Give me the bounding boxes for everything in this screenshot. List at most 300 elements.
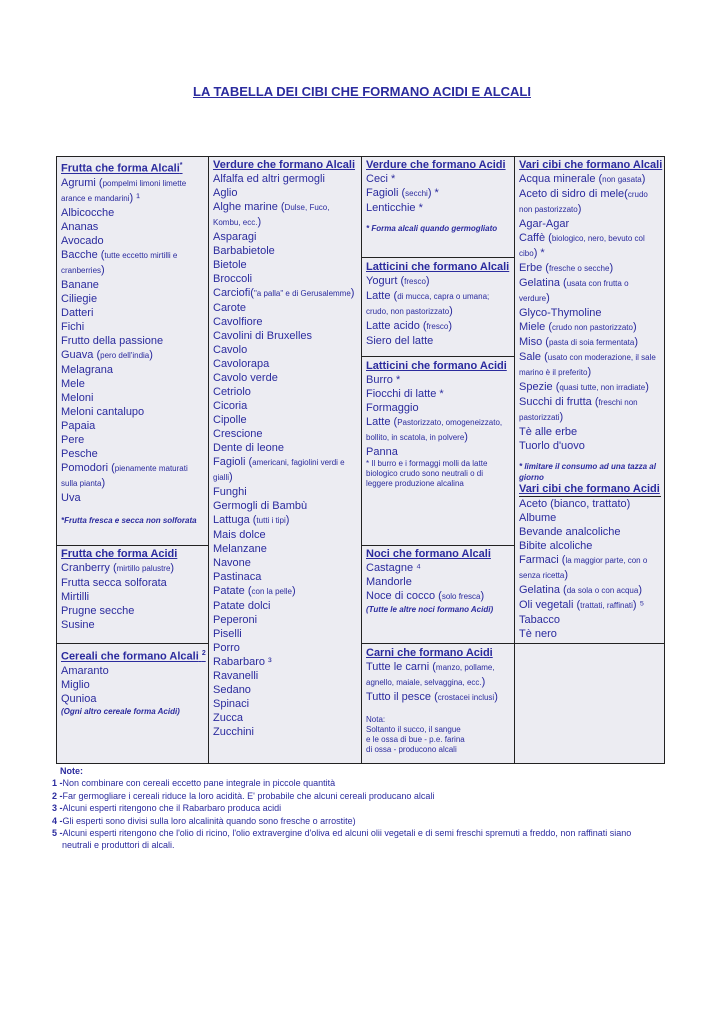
food-item-name: Aglio	[213, 187, 238, 199]
food-item-suffix: )	[641, 173, 646, 185]
food-item-suffix: )	[564, 569, 569, 581]
section-note: * Forma alcali quando germogliato	[366, 224, 498, 233]
food-item	[213, 542, 358, 556]
food-item-name: Mais dolce	[213, 529, 266, 541]
food-item	[519, 425, 661, 439]
food-item-detail: pasta di soia fermentata	[548, 338, 635, 347]
section-dairy-acid	[366, 360, 511, 489]
food-item-name: Cavolo verde	[213, 372, 278, 384]
food-list	[366, 561, 511, 604]
food-item-name: Caffè (	[519, 232, 552, 244]
food-item	[519, 598, 661, 613]
food-item-detail: fresche o secche	[548, 264, 610, 273]
food-item-name: Bevande analcoliche	[519, 526, 621, 538]
food-item	[61, 176, 205, 206]
food-item	[61, 447, 205, 461]
food-item	[213, 485, 358, 499]
page-title: LA TABELLA DEI CIBI CHE FORMANO ACIDI E ALCALI	[193, 84, 531, 99]
food-item	[519, 553, 661, 583]
food-item	[61, 664, 205, 678]
food-item	[519, 261, 661, 276]
section-header: Verdure che formano Alcali	[213, 159, 356, 171]
food-item-name: Ciliegie	[61, 292, 98, 305]
food-item	[213, 711, 358, 725]
food-item-name: Latte (	[366, 290, 398, 302]
food-item	[61, 419, 205, 433]
food-item	[213, 513, 358, 528]
food-item-suffix: )	[559, 411, 564, 423]
food-item	[213, 641, 358, 655]
food-item-name: Peperoni	[213, 614, 258, 626]
food-item-name: Piselli	[213, 628, 242, 640]
footnotes-title: Note:	[60, 766, 83, 776]
food-item-suffix: ) *	[427, 187, 439, 199]
food-item	[366, 415, 511, 445]
section-header: Carni che formano Acidi	[366, 647, 493, 659]
food-item	[213, 584, 358, 599]
food-item-suffix: )	[638, 584, 642, 596]
food-item-name: Meloni cantalupo	[61, 405, 145, 418]
food-item	[366, 561, 511, 575]
food-item	[61, 692, 205, 706]
section-header: Frutta che forma Alcali*	[61, 162, 183, 175]
food-item-detail: usato con moderazione, il sale marino è il preferito	[519, 353, 656, 377]
section-note: *Frutta fresca e secca non solforata	[61, 515, 197, 525]
food-item-detail: secchi	[405, 189, 428, 198]
food-item	[61, 348, 205, 363]
food-item-name: Cavolorapa	[213, 358, 270, 370]
food-item	[213, 528, 358, 542]
food-item	[366, 172, 511, 186]
food-item-suffix: )	[425, 275, 430, 287]
food-item-name: Ceci *	[366, 173, 396, 185]
section-note: (Ogni altro cereale forma Acidi)	[61, 706, 180, 716]
food-item	[213, 329, 358, 343]
food-item	[213, 385, 358, 399]
food-item-detail: crudo non pastorizzato	[519, 190, 648, 214]
meat-note-title: Nota:	[366, 715, 386, 724]
food-item-suffix: )	[464, 431, 468, 443]
food-item	[519, 231, 661, 261]
section-note: * limitare il consumo ad una tazza al giorno	[519, 462, 656, 482]
food-item-suffix: )	[480, 590, 485, 602]
footnote-item: 4 -Gli esperti sono divisi sulla loro alcalinità quando sono fresche o arrostite)	[52, 815, 356, 826]
food-item-name: Navone	[213, 557, 251, 569]
section-dairy-alkaline	[366, 261, 511, 348]
section-misc-acid	[519, 483, 661, 641]
food-item-name: Dente di leone	[213, 442, 284, 454]
food-item	[519, 187, 661, 217]
food-item-name: Fagioli (	[366, 187, 406, 199]
food-item-name: Miglio	[61, 678, 90, 691]
food-item-suffix: )	[494, 691, 498, 703]
food-item	[519, 350, 661, 380]
food-item-name: Avocado	[61, 234, 104, 247]
food-list	[213, 172, 358, 739]
food-item-name: Panna	[366, 446, 398, 458]
food-item	[61, 292, 205, 306]
food-item	[61, 220, 205, 234]
food-item	[61, 306, 205, 320]
food-item-detail: pienamente maturati sulla pianta	[61, 463, 188, 488]
food-item-name: Latte (	[366, 416, 398, 428]
food-item-name: Carote	[213, 302, 247, 314]
food-item-name: Tè nero	[519, 628, 557, 640]
column-fruit-cereals	[57, 157, 208, 763]
food-item	[213, 200, 358, 230]
divider	[362, 643, 514, 644]
food-item	[213, 230, 358, 244]
food-list	[61, 176, 205, 505]
section-fruit-acid	[61, 548, 205, 632]
food-item-suffix: )	[634, 336, 639, 348]
food-table	[56, 156, 665, 764]
food-item-name: Fiocchi di latte *	[366, 388, 444, 400]
section-header: Latticini che formano Alcali	[366, 261, 510, 273]
section-header: Verdure che formano Acidi	[366, 159, 506, 171]
food-item-detail: tutte eccetto mirtilli e cranberries	[61, 250, 178, 275]
food-item	[61, 248, 205, 278]
food-item	[61, 678, 205, 692]
food-item	[519, 380, 661, 395]
food-item-name: Spezie (	[519, 381, 560, 393]
food-item-name: Barbabietole	[213, 245, 275, 257]
food-item	[213, 613, 358, 627]
footnote-item: 1 -Non combinare con cereali eccetto pane integrale in piccole quantità	[52, 778, 336, 789]
food-item-name: Succhi di frutta (	[519, 396, 599, 408]
food-item-suffix: )	[449, 305, 453, 317]
food-item-name: Gelatina (	[519, 584, 567, 596]
food-item-name: Formaggio	[366, 402, 419, 414]
food-item-suffix: ) *	[533, 247, 545, 259]
food-item	[213, 627, 358, 641]
food-item-name: Amaranto	[61, 664, 109, 677]
food-item-name: Zucchini	[213, 726, 254, 738]
food-item	[213, 371, 358, 385]
meat-note-line: di ossa - producono alcali	[366, 745, 457, 754]
food-item	[61, 363, 205, 377]
food-item-suffix: )	[645, 381, 649, 393]
section-note: * Il burro e i formaggi molli da latte biologico crudo sono neutrali o di leggere produzione alcalina	[366, 459, 488, 488]
food-item-name: Farmaci (	[519, 554, 566, 566]
food-item-suffix: )	[292, 585, 296, 597]
food-item-name: Ananas	[61, 220, 99, 233]
food-item	[61, 278, 205, 292]
divider	[57, 643, 208, 644]
food-item-name: Mandorle	[366, 576, 412, 588]
food-item	[61, 590, 205, 604]
food-item-detail: solo fresca	[441, 592, 481, 601]
food-item-name: Banane	[61, 278, 99, 291]
food-item-name: Qunioa	[61, 692, 97, 705]
food-item-suffix: )	[481, 676, 486, 688]
food-item-name: Cranberry (	[61, 562, 117, 574]
food-item-name: Sedano	[213, 684, 251, 696]
food-item-detail: crudo non pastorizzato	[552, 323, 633, 332]
food-item-detail: americani, fagiolini verdi e gialli	[213, 458, 345, 482]
food-item	[213, 427, 358, 441]
food-item-name: Susine	[61, 619, 95, 631]
food-list	[519, 497, 661, 641]
food-item-name: Lattuga (	[213, 514, 257, 526]
food-item-suffix: ) ⁵	[632, 599, 645, 611]
food-item	[213, 441, 358, 455]
food-item-name: Pomodori (	[61, 461, 115, 474]
food-item-name: Acqua minerale (	[519, 173, 603, 185]
food-item-name: Frutta secca solforata	[61, 577, 167, 589]
divider	[57, 545, 208, 546]
food-item-name: Melagrana	[61, 363, 113, 376]
divider	[362, 356, 514, 357]
footnotes	[52, 765, 660, 852]
food-item-name: Bacche (	[61, 248, 105, 261]
food-item-name: Oli vegetali (	[519, 599, 581, 611]
column-vegetables-alkaline	[208, 157, 361, 763]
food-item	[61, 234, 205, 248]
food-item	[213, 343, 358, 357]
food-item-name: Pesche	[61, 447, 98, 460]
food-item-name: Ravanelli	[213, 670, 259, 682]
food-item-suffix: )	[448, 320, 453, 332]
food-item	[61, 334, 205, 348]
food-item-name: Patate (	[213, 585, 252, 597]
food-item-name: Crescione	[213, 428, 263, 440]
food-item	[61, 320, 205, 334]
food-list	[366, 660, 511, 705]
food-item-suffix: )	[149, 348, 153, 361]
food-item-suffix: ) ¹	[129, 191, 140, 204]
section-nuts-alkaline	[366, 548, 511, 615]
food-item-suffix: )	[229, 471, 233, 483]
food-item-name: Aceto (bianco, trattato)	[519, 498, 631, 510]
food-item	[61, 561, 205, 576]
food-item-name: Latte acido (	[366, 320, 427, 332]
food-item	[213, 725, 358, 739]
food-item-detail: fresco	[404, 277, 426, 286]
food-item	[519, 613, 661, 627]
food-item	[213, 683, 358, 697]
food-item-name: Siero del latte	[366, 335, 434, 347]
food-item-name: Cipolle	[213, 414, 247, 426]
food-item	[519, 439, 661, 453]
food-item-name: Asparagi	[213, 231, 257, 243]
food-item-suffix: )	[632, 321, 637, 333]
food-item-name: Carciofi(	[213, 287, 254, 299]
food-item-name: Erbe (	[519, 262, 549, 274]
food-item	[366, 387, 511, 401]
food-item	[213, 357, 358, 371]
food-item-name: Tabacco	[519, 614, 560, 626]
food-item	[519, 335, 661, 350]
food-item-name: Yogurt (	[366, 275, 405, 287]
food-item	[519, 395, 661, 425]
food-item-name: Melanzane	[213, 543, 267, 555]
food-item	[213, 286, 358, 301]
food-item-suffix: )	[101, 263, 105, 276]
food-item-name: Albume	[519, 512, 557, 524]
food-item	[366, 289, 511, 319]
divider	[515, 643, 664, 644]
section-misc-alkaline	[519, 159, 661, 483]
food-item	[213, 669, 358, 683]
food-item	[61, 433, 205, 447]
food-item	[213, 301, 358, 315]
food-item	[366, 445, 511, 459]
food-item-name: Uva	[61, 491, 81, 504]
food-item-name: Agrumi (	[61, 176, 103, 189]
food-item-name: Rabarbaro ³	[213, 656, 272, 668]
food-item	[519, 511, 661, 525]
food-item-detail: tutti i tipi	[256, 516, 286, 525]
food-item-name: Cavolfiore	[213, 316, 263, 328]
food-item	[519, 217, 661, 231]
footnote-item: 3 -Alcuni esperti ritengono che il Rabarbaro produca acidi	[52, 803, 282, 814]
food-item	[366, 589, 511, 604]
section-header: Frutta che forma Acidi	[61, 548, 178, 560]
food-item	[61, 391, 205, 405]
food-item-name: Aceto di sidro di mele(	[519, 188, 628, 200]
food-item	[519, 525, 661, 539]
food-item-name: Mirtilli	[61, 591, 90, 603]
food-item-detail: biologico, nero, bevuto col cibo	[519, 234, 645, 258]
food-item	[61, 604, 205, 618]
food-item	[213, 272, 358, 286]
food-item-name: Tutto il pesce (	[366, 691, 438, 703]
food-item-name: Broccoli	[213, 273, 253, 285]
section-veg-acid	[366, 159, 511, 234]
food-item	[519, 583, 661, 598]
food-item-name: Funghi	[213, 486, 247, 498]
food-item-suffix: )	[350, 287, 355, 299]
food-item-name: Tè alle erbe	[519, 426, 578, 438]
food-item-detail: di mucca, capra o umana; crudo, non pastorizzato	[366, 292, 490, 316]
food-item	[366, 373, 511, 387]
food-list	[519, 172, 661, 453]
food-item	[519, 320, 661, 335]
food-item-name: Bibite alcoliche	[519, 540, 593, 552]
divider	[362, 257, 514, 258]
food-item-detail: pompelmi limoni limette arance e mandarini	[61, 178, 187, 203]
section-header: Vari cibi che formano Acidi	[519, 483, 660, 495]
food-item-name: Gelatina (	[519, 277, 567, 289]
food-item	[519, 276, 661, 306]
food-item	[366, 334, 511, 348]
food-item-name: Guava (	[61, 348, 101, 361]
food-item-name: Porro	[213, 642, 240, 654]
food-item-name: Datteri	[61, 306, 94, 319]
food-item	[366, 401, 511, 415]
section-header: Cereali che formano Alcali $^2$	[61, 650, 206, 663]
food-item-name: Germogli di Bambù	[213, 500, 308, 512]
section-meat-acid	[366, 647, 511, 755]
food-item-name: Cavolini di Bruxelles	[213, 330, 313, 342]
food-list	[366, 274, 511, 348]
food-item-name: Spinaci	[213, 698, 250, 710]
food-item	[519, 497, 661, 511]
section-header: Noci che formano Alcali	[366, 548, 491, 560]
food-item-name: Miele (	[519, 321, 553, 333]
food-item-name: Mele	[61, 377, 85, 390]
food-item-name: Alghe marine (	[213, 201, 285, 213]
food-item-detail: quasi tutte, non irradiate	[559, 383, 646, 392]
food-item-name: Patate dolci	[213, 600, 271, 612]
food-item-detail: fresco	[426, 322, 449, 331]
food-item-name: Fichi	[61, 320, 85, 333]
food-item-detail: da sola o con acqua	[566, 586, 639, 595]
food-item-detail: Dulse, Fuco, Kombu, ecc.	[213, 203, 330, 227]
food-list	[61, 561, 205, 632]
food-item-name: Cetriolo	[213, 386, 251, 398]
food-item-detail: "a palla" e di Gerusalemme	[253, 289, 351, 298]
food-item-suffix: )	[546, 292, 550, 304]
food-item	[213, 570, 358, 584]
food-item-name: Glyco-Thymoline	[519, 307, 602, 319]
food-item	[213, 258, 358, 272]
food-item	[213, 697, 358, 711]
meat-note-line: Soltanto il succo, il sangue	[366, 725, 461, 734]
food-item-detail: manzo, pollame, agnello, maiale, selvaggina, ecc.	[366, 663, 495, 687]
section-fruit-alkaline	[61, 159, 205, 526]
section-header: Latticini che formano Acidi	[366, 360, 507, 372]
food-item-name: Lenticchie *	[366, 202, 423, 214]
food-item	[61, 206, 205, 220]
food-item-suffix: )	[577, 203, 582, 215]
food-item	[213, 244, 358, 258]
food-list	[366, 373, 511, 459]
food-item-suffix: )	[609, 262, 614, 274]
food-item	[519, 539, 661, 553]
food-item-name: Pastinaca	[213, 571, 262, 583]
divider	[362, 545, 514, 546]
food-item-name: Noce di cocco (	[366, 590, 442, 602]
food-item	[213, 499, 358, 513]
column-misc	[514, 157, 664, 763]
food-item-name: Tuorlo d'uovo	[519, 440, 585, 452]
food-item-name: Castagne ⁴	[366, 562, 421, 574]
food-item-detail: pero dell'india	[100, 350, 150, 360]
food-item-detail: freschi non pastorizzati	[519, 398, 638, 422]
food-item-name: Pere	[61, 433, 85, 446]
food-item	[213, 599, 358, 613]
food-item-suffix: )	[101, 476, 106, 489]
food-item-name: Miso (	[519, 336, 549, 348]
food-item-detail: mirtillo palustre	[116, 564, 171, 573]
food-list	[366, 172, 511, 215]
food-item	[366, 274, 511, 289]
food-item-name: Bietole	[213, 259, 247, 271]
food-item	[366, 186, 511, 201]
food-item	[213, 556, 358, 570]
food-item	[213, 455, 358, 485]
food-item	[366, 201, 511, 215]
food-item-name: Zucca	[213, 712, 243, 724]
food-item-name: Albicocche	[61, 206, 115, 219]
food-item-suffix: )	[170, 562, 175, 574]
food-item-name: Frutto della passione	[61, 334, 164, 347]
food-item	[61, 405, 205, 419]
food-item	[61, 377, 205, 391]
food-item-detail: crostacei inclusi	[437, 693, 495, 702]
food-item-name: Cavolo	[213, 344, 248, 356]
food-item-suffix: )	[587, 366, 592, 378]
food-item-detail: la maggior parte, con o senza ricetta	[519, 556, 648, 580]
food-item-detail: non gasata	[602, 175, 642, 184]
footnote-item: 2 -Far germogliare i cereali riduce la loro acidità. E' probabile che alcuni cereali producano alcali	[52, 790, 435, 801]
food-item-name: Agar-Agar	[519, 218, 570, 230]
food-item-name: Meloni	[61, 391, 94, 404]
food-item-detail: con la pelle	[251, 587, 293, 596]
food-item	[213, 172, 358, 186]
